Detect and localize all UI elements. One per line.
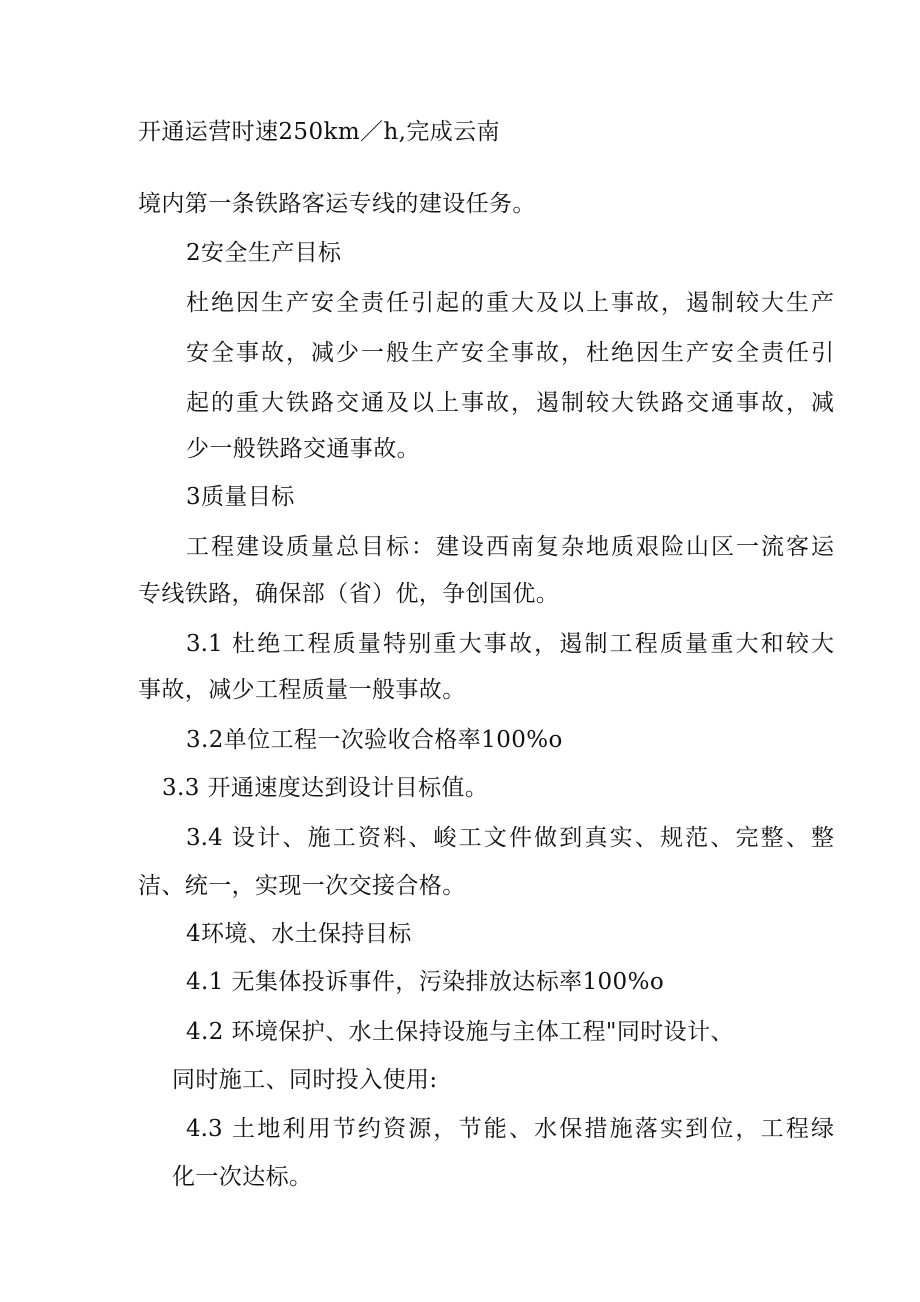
text-line-4: 杜绝因生产安全责任引起的重大及以上事故，遏制较大生产 xyxy=(186,290,834,316)
text-line-1: 开通运营时速250km／h,完成云南 xyxy=(138,119,500,145)
text-line-12: 事故，减少工程质量一般事故。 xyxy=(138,677,466,703)
section-heading-environment: 4环境、水土保持目标 xyxy=(186,921,412,947)
text-line-21: 4.3 土地利用节约资源，节能、水保措施落实到位，工程绿 xyxy=(186,1116,834,1142)
text-line-18: 4.1 无集体投诉事件，污染排放达标率100%o xyxy=(186,969,665,995)
text-line-15: 3.4 设计、施工资料、峻工文件做到真实、规范、完整、整 xyxy=(186,825,834,851)
text-line-16: 洁、统一，实现一次交接合格。 xyxy=(138,873,466,899)
text-line-5: 安全事故，减少一般生产安全事故，杜绝因生产安全责任引 xyxy=(186,340,834,366)
text-line-10: 专线铁路，确保部（省）优，争创国优。 xyxy=(138,581,560,607)
section-heading-quality: 3质量目标 xyxy=(186,484,295,510)
text-line-14: 3.3 开通速度达到设计目标值。 xyxy=(162,775,489,801)
text-line-2: 境内第一条铁路客运专线的建设任务。 xyxy=(138,191,536,217)
text-line-13: 3.2单位工程一次验收合格率100%o xyxy=(186,727,563,753)
text-line-7: 少一般铁路交通事故。 xyxy=(186,436,420,462)
text-line-22: 化一次达标。 xyxy=(172,1164,313,1190)
text-line-9: 工程建设质量总目标：建设西南复杂地质艰险山区一流客运 xyxy=(186,534,834,560)
text-line-11: 3.1 杜绝工程质量特别重大事故，遏制工程质量重大和较大 xyxy=(186,631,834,657)
section-heading-safety: 2安全生产目标 xyxy=(186,240,342,266)
text-line-6: 起的重大铁路交通及以上事故，遏制较大铁路交通事故，减 xyxy=(186,390,834,416)
text-line-19: 4.2 环境保护、水土保持设施与主体工程"同时设计、 xyxy=(186,1019,734,1045)
text-line-20: 同时施工、同时投入使用: xyxy=(172,1067,438,1093)
